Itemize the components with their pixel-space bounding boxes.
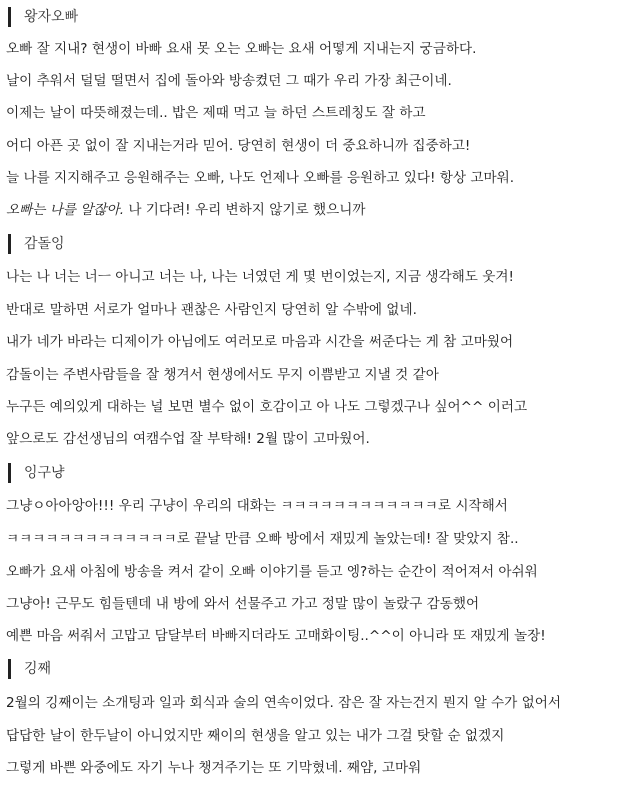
paragraph-line: 그냥ㅇ아아앙아!!! 우리 구냥이 우리의 대화는 ㅋㅋㅋㅋㅋㅋㅋㅋㅋㅋㅋㅋ로 시작해서	[6, 498, 508, 514]
section-header-1	[0, 5, 300, 29]
paragraph-line: 감돌이는 주변사람들을 잘 챙겨서 현생에서도 무지 이쁨받고 지낼 것 같아	[6, 367, 439, 383]
section-marker-bar	[8, 234, 11, 254]
paragraph-line: 날이 추워서 덜덜 떨면서 집에 돌아와 방송켰던 그 때가 우리 가장 최근이네.	[6, 73, 452, 89]
section-title: 왕자오빠	[24, 9, 79, 25]
paragraph-line: 오빠가 요새 아침에 방송을 켜서 같이 오빠 이야기를 듣고 엥?하는 순간이 적어져서 아쉬워	[6, 564, 538, 580]
section-title: 감돌잉	[24, 236, 65, 252]
paragraph-line: 그냥아! 근무도 힘들텐데 내 방에 와서 선물주고 가고 정말 많이 놀랐구 감동했어	[6, 596, 480, 612]
line-remainder: 나 기다려! 우리 변하지 않기로 했으니까	[124, 202, 366, 218]
section-header-3	[0, 461, 300, 485]
section-marker-bar	[8, 463, 11, 483]
paragraph-line: 오빠 잘 지내? 현생이 바빠 요새 못 오는 오빠는 요새 어떻게 지내는지 궁금하다.	[6, 41, 477, 57]
paragraph-line: 어디 아픈 곳 없이 잘 지내는거라 믿어. 당연히 현생이 더 중요하니까 집중하고!	[6, 138, 471, 154]
paragraph-line: 늘 나를 지지해주고 응원해주는 오빠, 나도 언제나 오빠를 응원하고 있다! 항상 고마워.	[6, 170, 515, 186]
paragraph-line: 2월의 깅째이는 소개팅과 일과 회식과 술의 연속이었다. 잠은 잘 자는건지 뭔지 알 수가 없어서	[6, 695, 562, 711]
italic-phrase: 오빠는 나를 알잖아.	[6, 202, 125, 218]
paragraph-line: ㅋㅋㅋㅋㅋㅋㅋㅋㅋㅋㅋㅋㅋ로 끝날 만큼 오빠 방에서 재밌게 놀았는데! 잘 맞았지 참..	[6, 531, 519, 547]
paragraph-line-italic	[6, 201, 366, 219]
paragraph-line: 나는 나 너는 너ㅡ 아니고 너는 나, 나는 너였던 게 몇 번이었는지, 지금 생각해도 웃겨!	[6, 269, 514, 285]
paragraph-line: 앞으로도 감선생님의 여캠수업 잘 부탁해! 2월 많이 고마웠어.	[6, 431, 370, 447]
paragraph-line: 누구든 예의있게 대하는 널 보면 별수 없이 호감이고 아 나도 그렇겠구나 싶어^^ 이러고	[6, 399, 528, 415]
section-marker-bar	[8, 659, 11, 679]
section-marker-bar	[8, 7, 11, 27]
paragraph-line: 내가 네가 바라는 디제이가 아님에도 여러모로 마음과 시간을 써준다는 게 참 고마웠어	[6, 334, 514, 350]
section-title: 잉구냥	[24, 465, 65, 481]
paragraph-line: 반대로 말하면 서로가 얼마나 괜찮은 사람인지 당연히 알 수밖에 없네.	[6, 302, 417, 318]
section-title: 깅째	[24, 661, 52, 677]
paragraph-line: 예쁜 마음 써줘서 고맙고 담달부터 바빠지더라도 고매화이팅..^^이 아니라 또 재밌게 놀장!	[6, 628, 546, 644]
paragraph-line: 이제는 날이 따뜻해졌는데.. 밥은 제때 먹고 늘 하던 스트레칭도 잘 하고	[6, 105, 426, 121]
paragraph-line: 그렇게 바쁜 와중에도 자기 누나 챙겨주기는 또 기막혔네. 째얌, 고마워	[6, 760, 422, 776]
section-header-4	[0, 657, 300, 681]
section-header-2	[0, 232, 300, 256]
paragraph-line: 답답한 날이 한두날이 아니었지만 째이의 현생을 알고 있는 내가 그걸 탓할 순 없겠지	[6, 728, 505, 744]
